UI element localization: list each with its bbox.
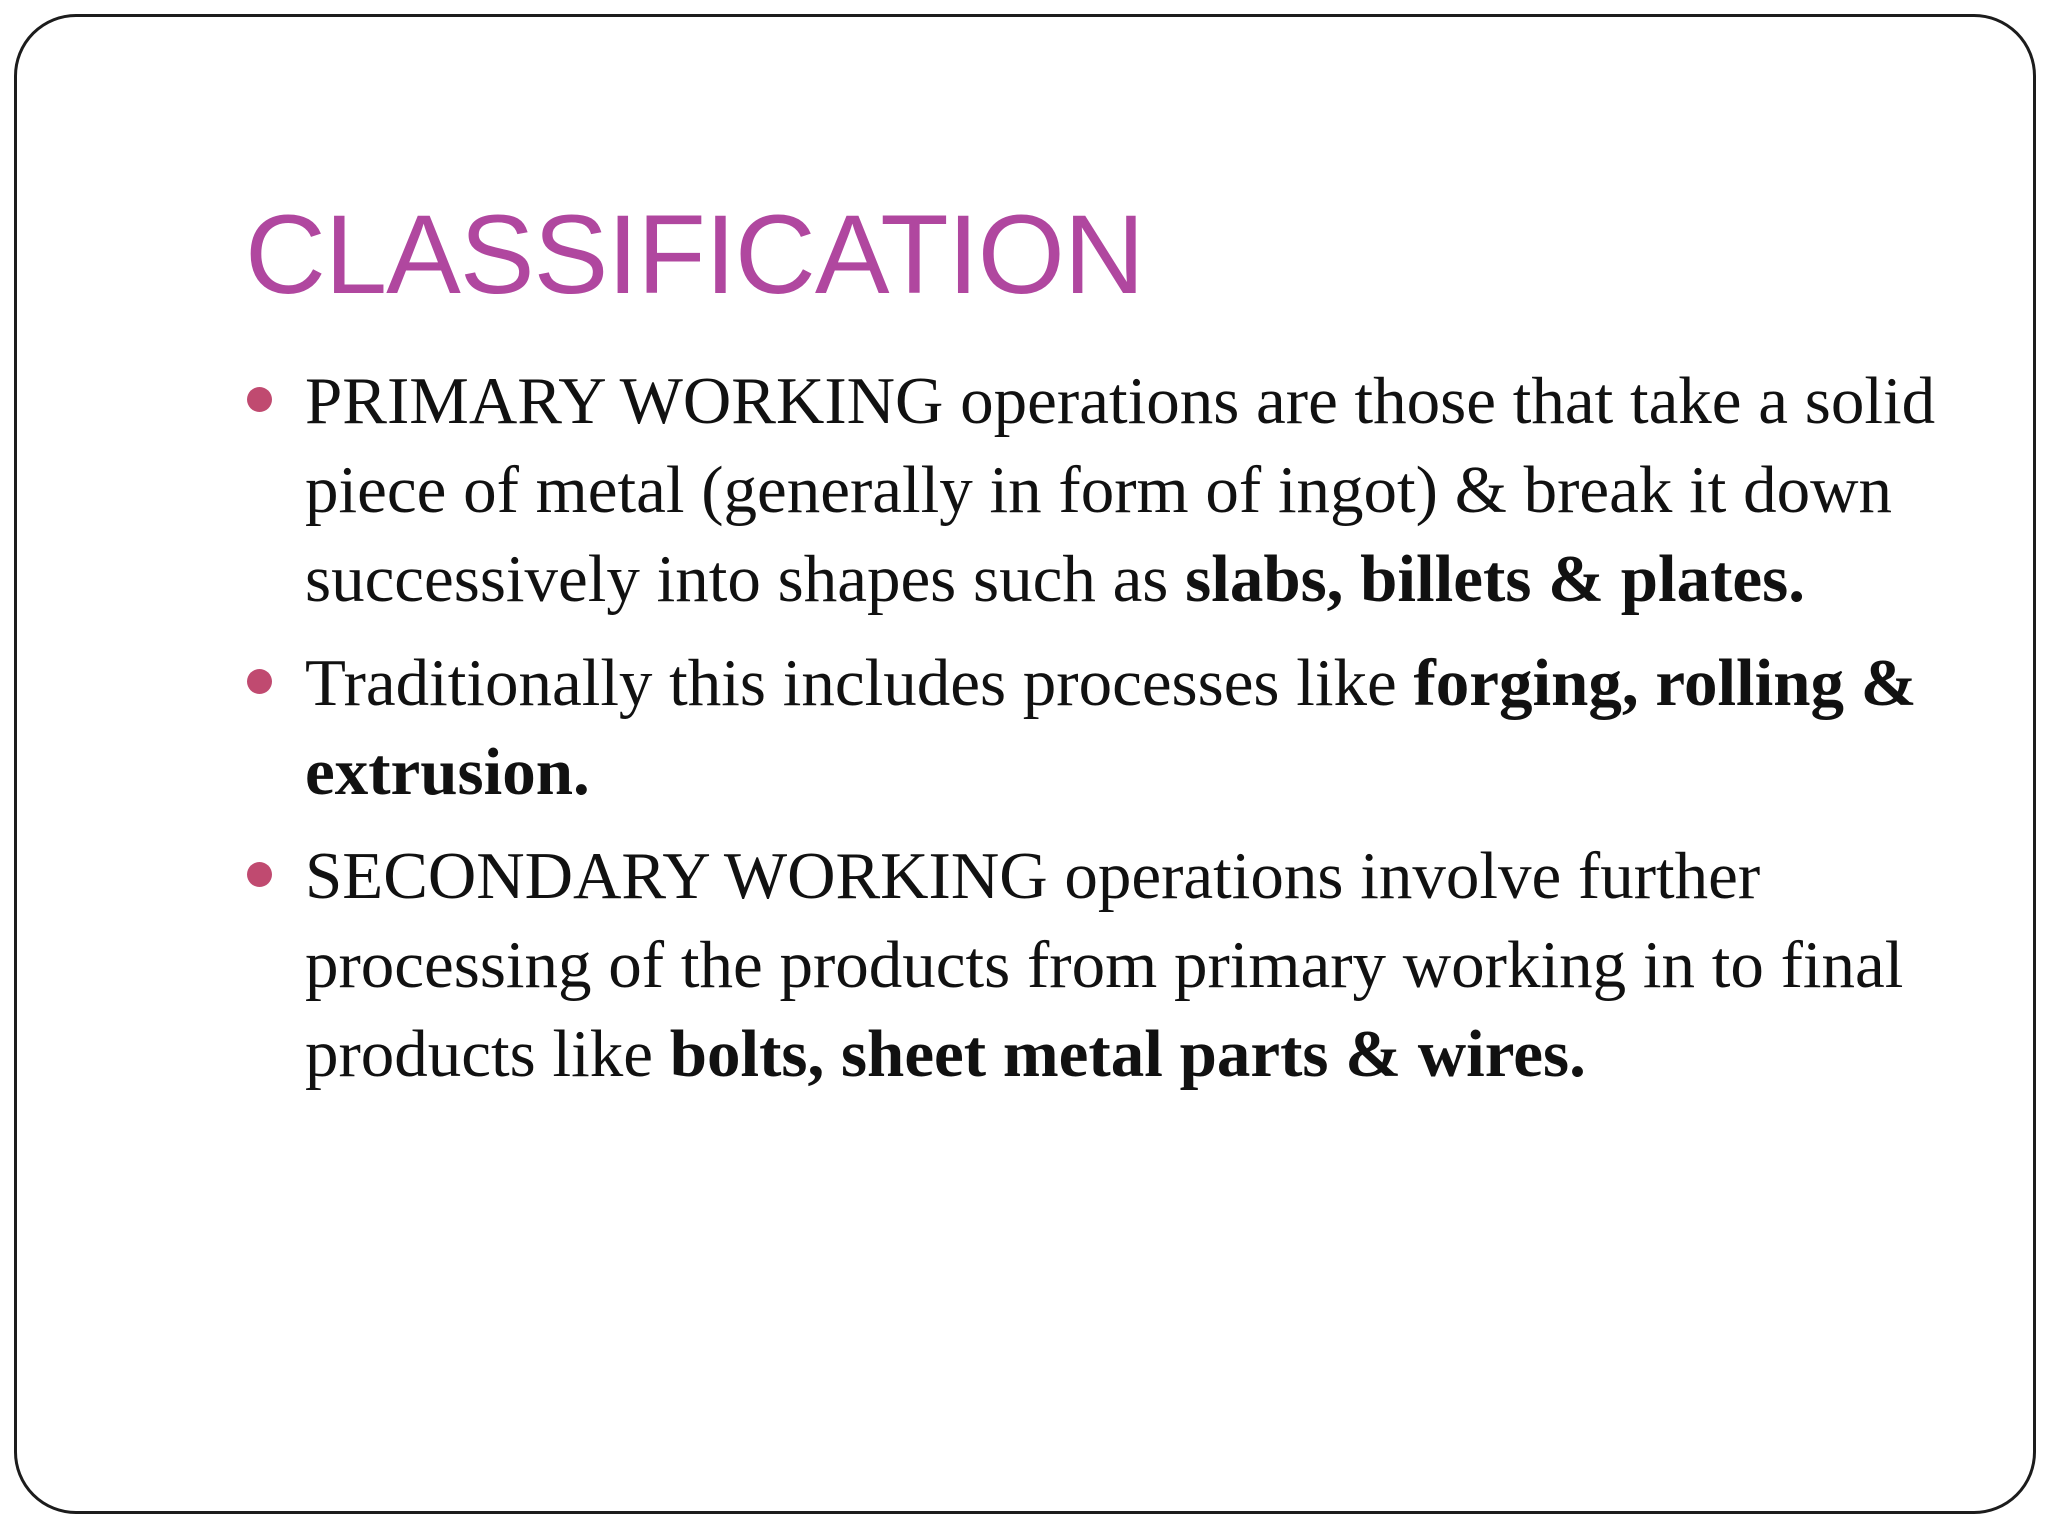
bullet-bold-text: bolts, sheet metal parts & wires.: [669, 1017, 1586, 1091]
bullet-item-primary-working: [245, 357, 1965, 624]
bullet-text: PRIMARY WORKING operations are those that take a solid piece of metal (generally in form of ingot) & break it down successively into shapes such as: [305, 364, 1936, 616]
bullet-text: SECONDARY WORKING operations involve further processing of the products from primary working in to final products like: [305, 839, 1904, 1091]
bullet-dot-icon: [247, 862, 272, 887]
bullet-dot-icon: [247, 669, 272, 694]
bullet-text: Traditionally this includes processes like: [305, 646, 1414, 720]
bullet-item-traditional-processes: [245, 639, 1965, 817]
bullet-bold-text: slabs, billets & plates.: [1185, 542, 1805, 616]
bullet-bold-text: forging, rolling & extrusion.: [305, 646, 1917, 809]
slide-title: CLASSIFICATION: [245, 192, 1144, 317]
slide-frame: [14, 14, 2036, 1514]
bullet-item-secondary-working: [245, 832, 1965, 1099]
bullet-dot-icon: [247, 387, 272, 412]
bullet-list: [245, 357, 1965, 1114]
